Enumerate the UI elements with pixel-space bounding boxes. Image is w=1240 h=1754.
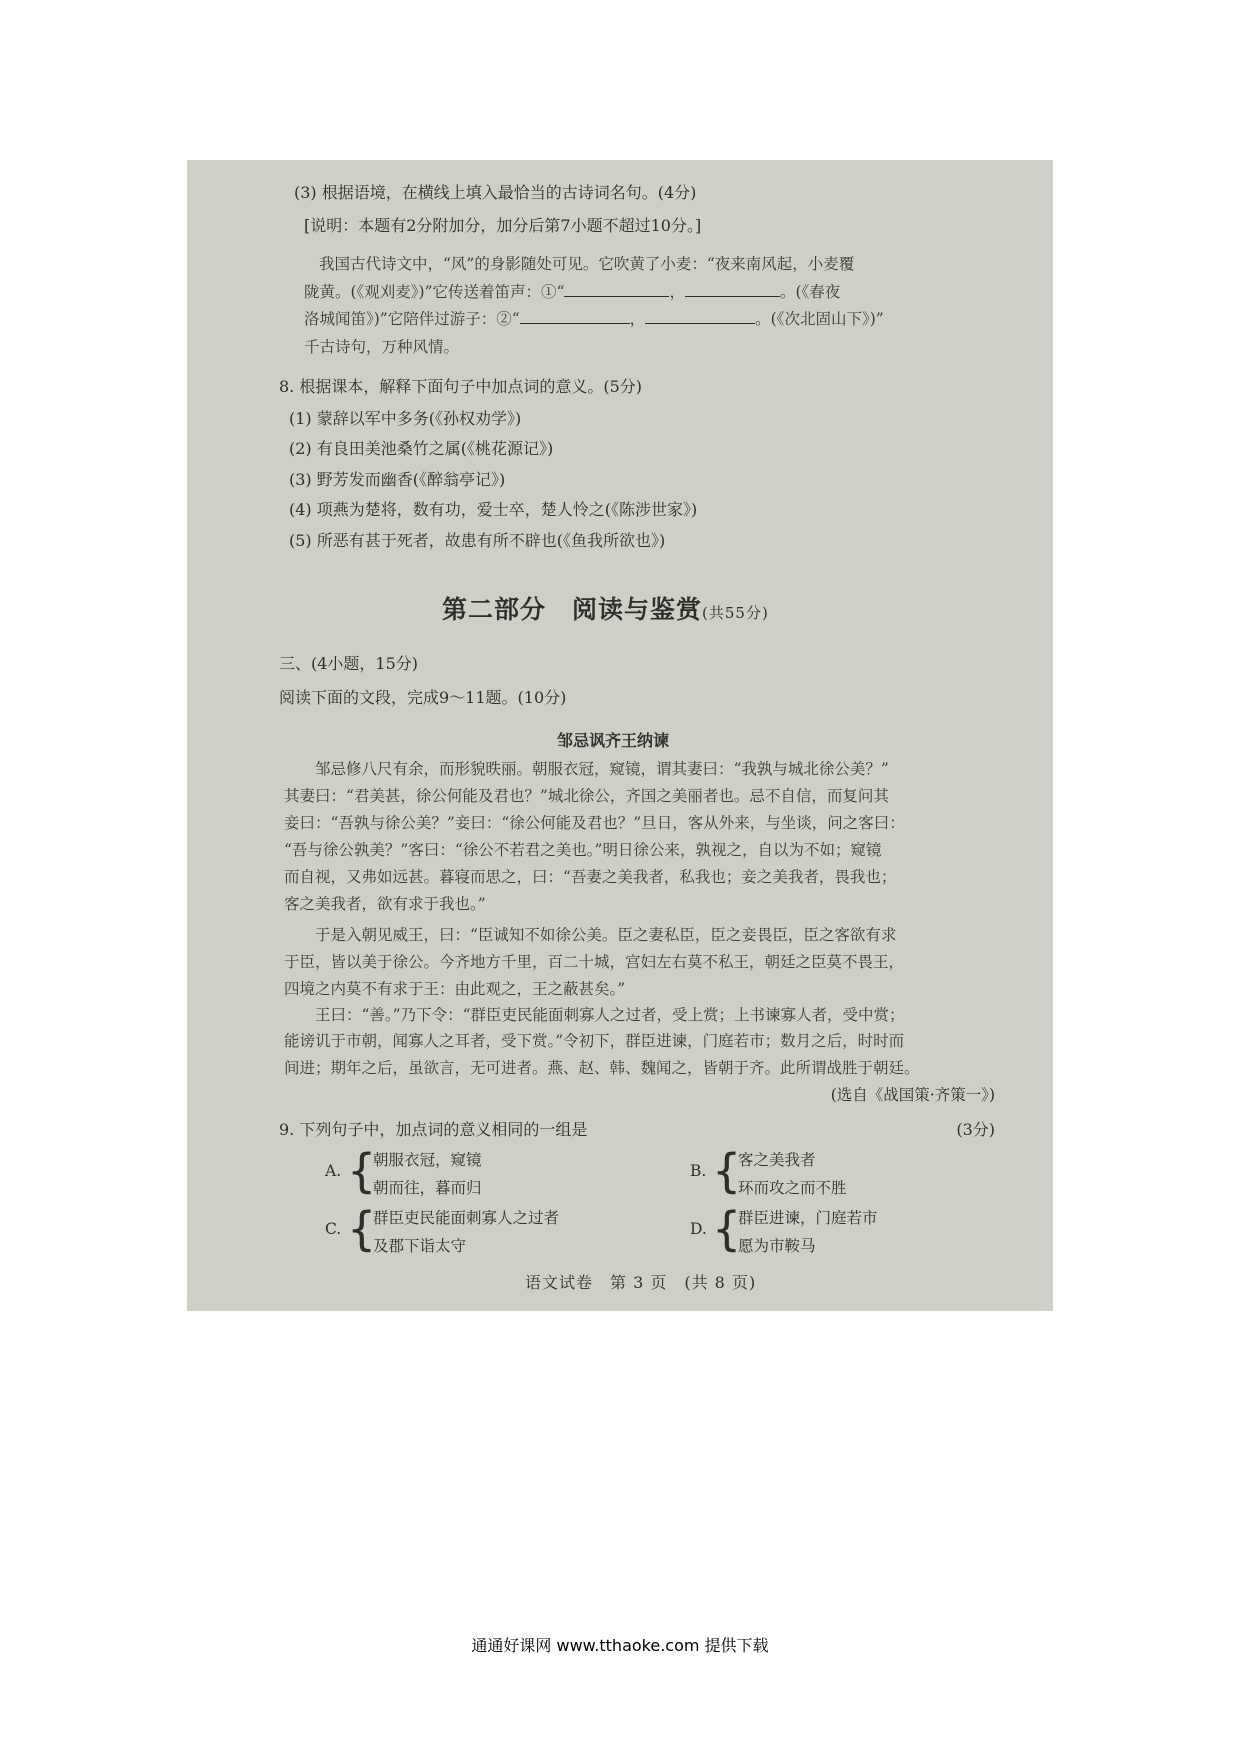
option-c-top: 群臣吏民能面刺寡人之过者 (373, 1209, 560, 1227)
q7-3-line-3-source: 。(《次北固山下》)” (755, 310, 884, 328)
option-c-bottom: 及郡下诣太守 (373, 1237, 467, 1255)
q7-3-line-3-text: 洛城闻笛》)”它陪伴过游子：②“ (304, 310, 520, 328)
article-source: (选自《战国策·齐策一》) (830, 1086, 995, 1104)
option-b-top: 客之美我者 (738, 1151, 816, 1169)
option-b-label[interactable]: B. (690, 1162, 707, 1180)
article-line: 邹忌修八尺有余，而形貌昳丽。朝服衣冠，窥镜，谓其妻曰：“我孰与城北徐公美？” (284, 760, 889, 778)
q8-item-4: (4) 项燕为楚将，数有功，爱士卒，楚人怜之(《陈涉世家》) (289, 500, 698, 519)
option-a-top: 朝服衣冠，窥镜 (373, 1151, 482, 1169)
option-d-bottom: 愿为市鞍马 (738, 1237, 816, 1255)
article-line: “吾与徐公孰美？”客曰：“徐公不若君之美也。”明日徐公来，孰视之，自以为不如；窥镜 (284, 841, 882, 859)
article-title: 邹忌讽齐王纳谏 (557, 731, 670, 750)
q8-item-1: (1) 蒙辞以军中多务(《孙权劝学》) (289, 409, 522, 428)
q7-3-line-3 (304, 307, 884, 329)
article-line: 王曰：“善。”乃下令：“群臣吏民能面刺寡人之过者，受上赏；上书谏寡人者，受中赏； (284, 1006, 905, 1024)
q8-item-2: (2) 有良田美池桑竹之属(《桃花源记》) (289, 439, 554, 458)
brace-icon: { (347, 1202, 377, 1256)
section-3-heading: 三、(4小题，15分) (279, 654, 419, 673)
part-2-score: (共55分) (702, 604, 769, 622)
answer-blank-2[interactable] (685, 282, 780, 297)
q7-3-note: [说明：本题有2分附加分，加分后第7小题不超过10分。] (304, 216, 702, 235)
article-line: 能谤讥于市朝，闻寡人之耳者，受下赏。”令初下，群臣进谏，门庭若市；数月之后，时时而 (284, 1032, 905, 1050)
article-line: 而自视，又弗如远甚。暮寝而思之，曰：“吾妻之美我者，私我也；妾之美我者，畏我也； (284, 868, 897, 886)
page-footer: 语文试卷 第 3 页 (共 8 页) (525, 1273, 757, 1292)
part-2-title (442, 590, 769, 626)
answer-blank-1[interactable] (564, 282, 669, 297)
q7-3-line-4: 千古诗句，万种风情。 (304, 338, 460, 356)
option-a-bottom: 朝而往，暮而归 (373, 1179, 482, 1197)
option-d-label[interactable]: D. (690, 1220, 707, 1238)
exam-page-photo (187, 160, 1053, 1311)
q8-prompt: 8. 根据课本，解释下面句子中加点词的意义。(5分) (279, 377, 643, 396)
part-2-title-text: 第二部分 阅读与鉴赏 (442, 595, 703, 624)
article-line: 其妻曰：“君美甚，徐公何能及君也？”城北徐公，齐国之美丽者也。忌不自信，而复问其 (284, 787, 889, 805)
article-line: 四境之内莫不有求于王：由此观之，王之蔽甚矣。” (284, 980, 626, 998)
q7-3-line-2 (304, 280, 840, 302)
q8-item-5: (5) 所恶有甚于死者，故患有所不辟也(《鱼我所欲也》) (289, 531, 666, 550)
q9-prompt: 9. 下列句子中，加点词的意义相同的一组是 (279, 1120, 588, 1139)
q7-3-line-2-source: 。(《春夜 (779, 283, 841, 301)
article-line: 于臣，皆以美于徐公。今齐地方千里，百二十城，宫妇左右莫不私王，朝廷之臣莫不畏王， (284, 953, 905, 971)
brace-icon: { (347, 1144, 377, 1198)
answer-blank-3[interactable] (520, 309, 630, 324)
article-line: 妾曰：“吾孰与徐公美？”妾曰：“徐公何能及君也？”旦日，客从外来，与坐谈，问之客曰： (284, 814, 905, 832)
brace-icon: { (712, 1202, 742, 1256)
q7-3-line-1: 我国古代诗文中，“风”的身影随处可见。它吹黄了小麦：“夜来南风起，小麦覆 (319, 255, 855, 273)
q7-3-line-2-comma: ， (669, 283, 685, 301)
q7-3-line-3-comma: ， (629, 310, 646, 328)
option-a-label[interactable]: A. (325, 1162, 342, 1180)
option-b-bottom: 环而攻之而不胜 (738, 1179, 847, 1197)
answer-blank-4[interactable] (645, 309, 755, 324)
article-line: 于是入朝见威王，曰：“臣诚知不如徐公美。臣之妻私臣，臣之妾畏臣，臣之客欲有求 (284, 926, 897, 944)
article-line: 客之美我者，欲有求于我也。” (284, 895, 486, 913)
option-c-label[interactable]: C. (325, 1220, 342, 1238)
download-note: 通通好课网 www.tthaoke.com 提供下载 (471, 1636, 769, 1655)
q7-3-line-2-text: 陇黄。(《观刈麦》)”它传送着笛声：①“ (304, 283, 565, 301)
q9-score: (3分) (956, 1120, 995, 1139)
article-line: 间进；期年之后，虽欲言，无可进者。燕、赵、韩、魏闻之，皆朝于齐。此所谓战胜于朝廷。 (284, 1059, 920, 1077)
option-d-top: 群臣进谏，门庭若市 (738, 1209, 878, 1227)
q7-3-prompt: (3) 根据语境，在横线上填入最恰当的古诗词名句。(4分) (294, 183, 697, 202)
brace-icon: { (712, 1144, 742, 1198)
q8-item-3: (3) 野芳发而幽香(《醉翁亭记》) (289, 470, 506, 489)
section-3-instruction: 阅读下面的文段，完成9～11题。(10分) (279, 688, 567, 707)
